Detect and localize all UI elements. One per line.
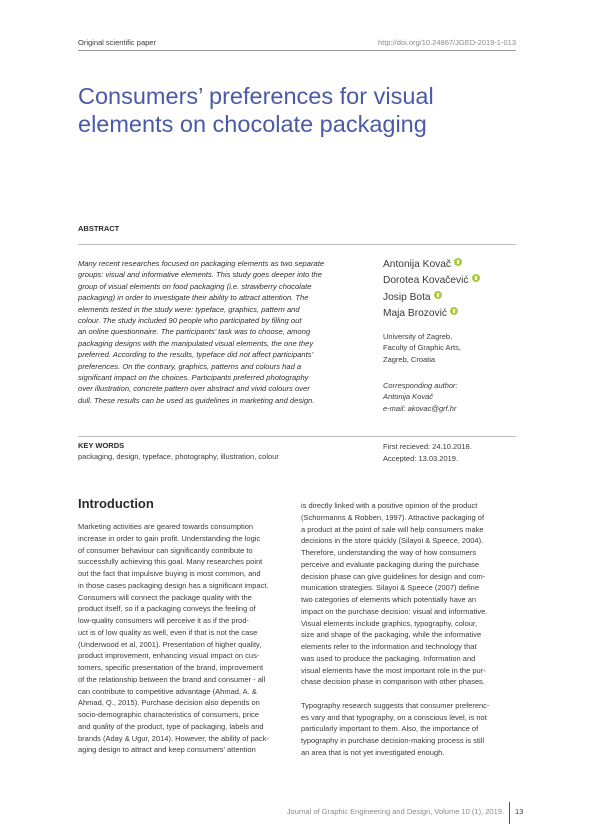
corresponding-line: Antonija Kovač bbox=[383, 392, 434, 402]
affiliation-line: Zagreb, Croatia bbox=[383, 354, 436, 364]
author-name: Maja Brozović bbox=[383, 308, 447, 320]
body-line: perceive and evaluate packaging during the purchase bbox=[301, 559, 480, 569]
author bbox=[383, 257, 523, 273]
keywords-divider bbox=[78, 436, 516, 437]
abstract-line: packaging) in order to investigate their ability to attract attention. The bbox=[78, 293, 309, 303]
body-line: es vary and that typography, on a conscious level, is not bbox=[301, 712, 487, 722]
affiliation-line: University of Zagreb, bbox=[383, 332, 453, 341]
author bbox=[383, 306, 523, 322]
keywords-text: packaging, design, typeface, photography, illustration, colour bbox=[78, 452, 279, 461]
abstract-line: preferred. According to the results, typeface did not affect participants’ bbox=[78, 350, 314, 360]
body-line: in those cases packaging design has a significant impact. bbox=[78, 580, 269, 590]
author-name: Antonija Kovač bbox=[383, 259, 451, 270]
abstract-line: over illustration, concrete pattern over abstract and vivid colours over bbox=[78, 384, 310, 394]
author bbox=[383, 290, 523, 306]
body-paragraph bbox=[301, 700, 516, 759]
body-line: aging design to attract and keep consumers’ attention bbox=[78, 745, 256, 755]
orcid-icon[interactable] bbox=[450, 307, 458, 315]
body-line: was used to produce the packaging. Information and bbox=[301, 653, 476, 663]
orcid-icon[interactable] bbox=[454, 258, 462, 266]
accepted-date: Accepted: 13.03.2019. bbox=[383, 453, 459, 463]
orcid-icon[interactable] bbox=[472, 274, 480, 282]
body-line: chase decision phase in comparison with other phases. bbox=[301, 677, 485, 687]
body-line: can contribute to competitive advantage (Ahmad, A. & bbox=[78, 686, 257, 696]
body-line: Marketing activities are geared towards consumption bbox=[78, 522, 254, 531]
paper-title bbox=[78, 82, 508, 138]
body-line: low-quality consumers will perceive it as if the prod- bbox=[78, 616, 249, 625]
submission-dates bbox=[383, 441, 472, 464]
abstract-line: dull. These results can be used as guidelines in marketing and design. bbox=[78, 395, 315, 405]
body-line: typography in purchase decision-making process is still bbox=[301, 736, 485, 745]
article-type: Original scientific paper bbox=[78, 38, 156, 47]
abstract-text bbox=[78, 258, 350, 406]
body-line: and quality of the product, type of packaging, labels and bbox=[78, 721, 264, 731]
title-line: elements on chocolate packaging bbox=[78, 111, 427, 137]
body-line: Consumers will connect the package quality with the bbox=[78, 592, 252, 602]
body-line: out the fact that impulsive buying is most common, and bbox=[78, 569, 261, 578]
body-line: Therefore, understanding the way of how consumers bbox=[301, 548, 477, 557]
abstract-line: an online questionnaire. The participants’ task was to choose, among bbox=[78, 327, 311, 337]
abstract-line: groups: visual and informative elements. This study goes deeper into the bbox=[78, 270, 322, 280]
doi-link[interactable]: http://doi.org/10.24867/JGED-2019-1-013 bbox=[377, 38, 516, 47]
body-paragraph bbox=[301, 500, 516, 688]
body-line: increase in order to gain profit. Understanding the logic bbox=[78, 533, 261, 543]
received-date: First recieved: 24.10.2018. bbox=[383, 442, 472, 451]
corresponding-line: Corresponding author: bbox=[383, 381, 458, 390]
body-line: two categories of elements which potentially have an bbox=[301, 595, 477, 604]
body-line: visual elements have the most important role in the pur- bbox=[301, 665, 486, 675]
author-name: Josip Bota bbox=[383, 291, 431, 303]
abstract-line: group of visual elements on food packaging (i.e. strawberry chocolate bbox=[78, 281, 312, 291]
abstract-line: significant impact on the choices. Participants preferred photography bbox=[78, 373, 309, 383]
page-number: 13 bbox=[515, 807, 524, 816]
body-paragraph bbox=[78, 521, 293, 756]
body-line: munication strategies. Silayoi & Speece (2007) define bbox=[301, 583, 480, 593]
body-line: brands (Aday & Ugur, 2014). However, the ability of pack- bbox=[78, 733, 269, 743]
author-list bbox=[383, 257, 523, 323]
body-line: socio-demographic characteristics of consumers, price bbox=[78, 710, 259, 719]
corresponding-author bbox=[383, 380, 458, 414]
abstract-line: packaging designs with the manipulated visual elements, the one they bbox=[78, 338, 314, 348]
body-column-right bbox=[301, 500, 516, 770]
author-name: Dorotea Kovačević bbox=[383, 275, 469, 287]
body-line: tomers, specific presentation of the brand, improvement bbox=[78, 663, 264, 672]
footer-journal: Journal of Graphic Engineering and Design, Volume 10 (1), 2019. bbox=[286, 807, 504, 816]
body-line: successfully achieving this goal. Many researches point bbox=[78, 557, 263, 567]
abstract-line: preferences. On the contrary, graphics, patterns and colours had a bbox=[78, 361, 302, 371]
abstract-line: colour. The study included 90 people who participated by filling out bbox=[78, 316, 302, 326]
body-line: of consumer behaviour can significantly contribute to bbox=[78, 545, 253, 555]
body-line: product improvement, enhancing visual impact on cus- bbox=[78, 651, 260, 661]
affiliation bbox=[383, 331, 461, 365]
body-line: decisions in the store quickly (Silayoi & Speece, 2004). bbox=[301, 536, 484, 546]
orcid-icon[interactable] bbox=[434, 291, 442, 299]
body-line: an area that is not yet investigated enough. bbox=[301, 747, 445, 757]
body-line: Visual elements include graphics, typography, colour, bbox=[301, 618, 478, 628]
body-line: Ahmad, Q., 2015). Purchase decision also depends on bbox=[78, 698, 260, 708]
body-column-left bbox=[78, 521, 293, 768]
body-line: size and shape of the packaging, while the informative bbox=[301, 630, 482, 640]
title-line: Consumers’ preferences for visual bbox=[78, 83, 434, 109]
author bbox=[383, 273, 523, 289]
abstract-heading: ABSTRACT bbox=[78, 224, 120, 233]
body-line: (Schormanns & Robben, 1997). Attractive packaging of bbox=[301, 512, 485, 522]
body-line: particularly important to them. Also, the importance of bbox=[301, 724, 479, 734]
body-line: decision phase can give guidelines for design and com- bbox=[301, 571, 486, 581]
body-line: uct is of low quality as well, even if that is not the case bbox=[78, 627, 258, 637]
keywords-heading: KEY WORDS bbox=[78, 441, 125, 450]
body-line: is directly linked with a positive opinion of the product bbox=[301, 501, 478, 510]
header-divider bbox=[78, 50, 516, 51]
body-line: a product at the point of sale will help consumers make bbox=[301, 524, 484, 534]
abstract-divider bbox=[78, 244, 516, 245]
body-line: Typography research suggests that consumer preferenc- bbox=[301, 700, 490, 710]
corresponding-email[interactable]: e-mail: akovac@grf.hr bbox=[383, 403, 457, 413]
abstract-line: Many recent researches focused on packaging elements as two separate bbox=[78, 259, 325, 268]
body-line: impact on the purchase decision: visual and informative. bbox=[301, 606, 488, 616]
footer-divider bbox=[509, 802, 510, 824]
body-line: product itself, so if a packaging conveys the feeling of bbox=[78, 604, 256, 614]
abstract-line: elements tested in the study were: typeface, graphics, pattern and bbox=[78, 304, 300, 314]
affiliation-line: Faculty of Graphic Arts, bbox=[383, 343, 461, 353]
body-line: (Underwood et al, 2001). Presentation of higher quality, bbox=[78, 639, 262, 649]
section-heading-introduction: Introduction bbox=[78, 496, 154, 511]
body-line: elements refer to the information and technology that bbox=[301, 642, 477, 651]
body-line: of the relationship between the brand and consumer - all bbox=[78, 674, 266, 684]
